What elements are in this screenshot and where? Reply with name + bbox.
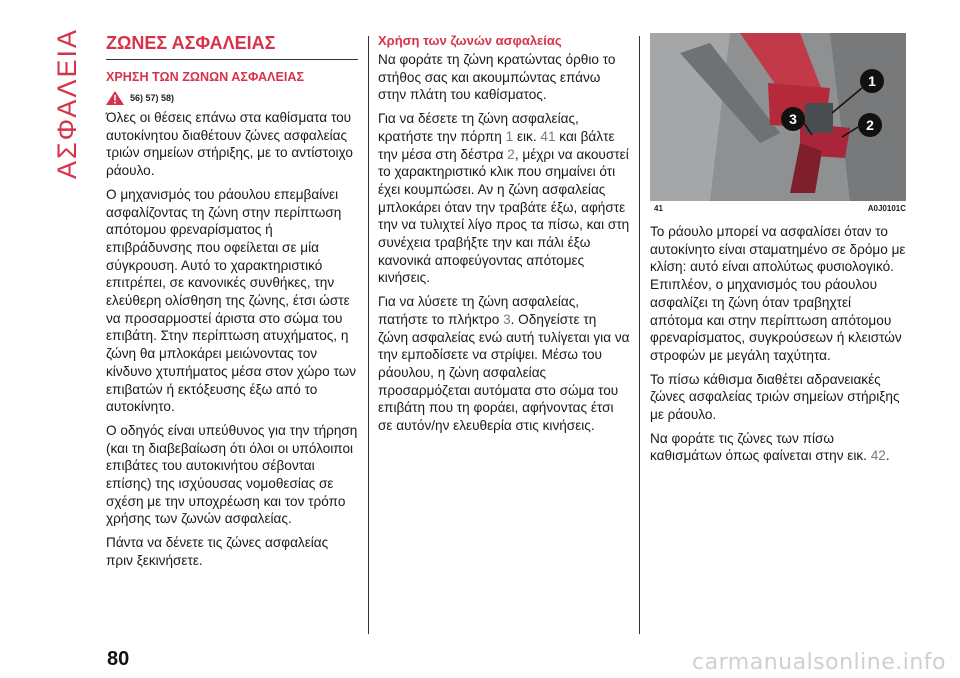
figure-ref: 42 (870, 448, 886, 464)
paragraph: Το πίσω κάθισμα διαθέτει αδρανειακές ζώνες ασφαλείας τριών σημείων στήριξης με ράουλο. (650, 371, 900, 423)
paragraph: Πάντα να δένετε τις ζώνες ασφαλείας πριν ξεκινήσετε. (106, 535, 329, 568)
paragraph: Το ράουλο μπορεί να ασφαλίσει όταν το αυτοκίνητο είναι σταματημένο σε δρόμο με κλίση: αυτό είναι απολύτως φυσιολογικό. Επιπλέον, ο μηχανισμός του ράουλου ασφαλίζει τη ζώνη όταν τραβηχτεί απότομα και στην περίπτωση απότομου φρεναρίσματος, συγκρούσεων ή κλειστών στροφών με μεγάλη ταχύτητα. (650, 224, 906, 363)
seatbelt-photo (650, 33, 906, 201)
callout-3: 3 (789, 111, 797, 127)
callout-ref: 3 (503, 311, 511, 327)
paragraph: Να φοράτε τη ζώνη κρατώντας όρθιο το στήθος σας και ακουμπώντας επάνω στην πλάτη του καθίσματος. (378, 52, 616, 103)
callout-1: 1 (868, 73, 876, 89)
paragraph: Ο οδηγός είναι υπεύθυνος για την τήρηση (και τη διαβεβαίωση ότι όλοι οι υπόλοιποι επιβάτες του αυτοκινήτου σέβονται επίσης) της ισχύουσας νομοθεσίας σε σχέση με την υποχρέωση και τον τρόπο χρήσης των ζωνών ασφαλείας. (106, 422, 358, 527)
figure-number: 41 (654, 204, 663, 213)
figure-ref: 41 (540, 128, 556, 144)
warning-references: 56) 57) 58) (130, 93, 175, 103)
watermark: carmanualsonline.info (692, 650, 946, 675)
subheading: ΧΡΗΣΗ ΤΩΝ ΖΩΝΩΝ ΑΣΦΑΛΕΙΑΣ (106, 70, 305, 84)
column-3 (650, 33, 906, 471)
callout-ref: 1 (505, 128, 514, 144)
paragraph: Ο μηχανισμός του ράουλου επεμβαίνει ασφαλίζοντας τη ζώνη στην περίπτωση απότομου φρεναρίσματος ή επιβράδυνσης που οφείλεται σε μία σύγκρουση. Αυτό το χαρακτηριστικό επιτρέπει, σε κανονικές συνθήκες, την ελεύθερη ολίσθηση της ζώνης, έτσι ώστε να προσαρμοστεί άριστα στο σώμα του επιβάτη. Στην περίπτωση ατυχήματος, η ζώνη θα μπλοκάρει μειώνοντας τον κίνδυνο χτυπήματος μέσα στον χώρο των επιβατών ή εκτόξευσης έξω από το αυτοκίνητο. (106, 186, 357, 415)
warning-triangle-icon (106, 91, 124, 105)
side-tab-title: ΑΣΦΑΛΕΙΑ (52, 28, 82, 180)
column-2 (378, 33, 630, 441)
column-1 (106, 33, 358, 576)
seatbelt-illustration (650, 33, 906, 201)
page-number: 80 (107, 648, 130, 670)
paragraph: Για να δέσετε τη ζώνη ασφαλείας, κρατήστε την πόρπη 1 εικ. 41 και βάλτε την μέσα στη δέστρα 2, μέχρι να ακουστεί το χαρακτηριστικό κλικ που σημαίνει ότι έχει κουμπώσει. Αν η ζώνη ασφαλείας μπλοκάρει όταν την τραβάτε έξω, αφήστε την να τυλιχτεί λίγο προς τα πίσω, και στη συνέχεια τραβήξτε την και πάλι έξω κανονικά αποφεύγοντας απότομες κινήσεις. (378, 111, 630, 286)
paragraph: Για να λύσετε τη ζώνη ασφαλείας, πατήστε το πλήκτρο 3. Οδηγείστε τη ζώνη ασφαλείας ενώ αυτή τυλίγεται για να την εμποδίσετε να στρίψει. Μέσω του ράουλου, η ζώνη ασφαλείας προσαρμόζεται αυτόματα στο σώμα του επιβάτη που τη φοράει, αφήνοντας έτσι σε αυτόν/ην ελευθερία στις κινήσεις. (378, 294, 630, 434)
warning-row (106, 91, 358, 105)
paragraph: Να φοράτε τις ζώνες των πίσω καθισμάτων όπως φαίνεται στην εικ. 42. (650, 430, 890, 464)
figure-code: A0J0101C (867, 204, 906, 213)
column-divider (639, 36, 640, 634)
figure-caption (654, 204, 906, 213)
callout-ref: 2 (507, 146, 515, 162)
column-divider (368, 36, 369, 634)
usage-heading: Χρήση των ζωνών ασφαλείας (378, 33, 562, 48)
paragraph: Όλες οι θέσεις επάνω στα καθίσματα του αυτοκίνητου διαθέτουν ζώνες ασφαλείας τριών σημείων στήριξης, με το αντίστοιχο ράουλο. (106, 110, 353, 179)
section-title: ΖΩΝΕΣ ΑΣΦΑΛΕΙΑΣ (106, 33, 358, 60)
callout-2: 2 (866, 117, 874, 133)
